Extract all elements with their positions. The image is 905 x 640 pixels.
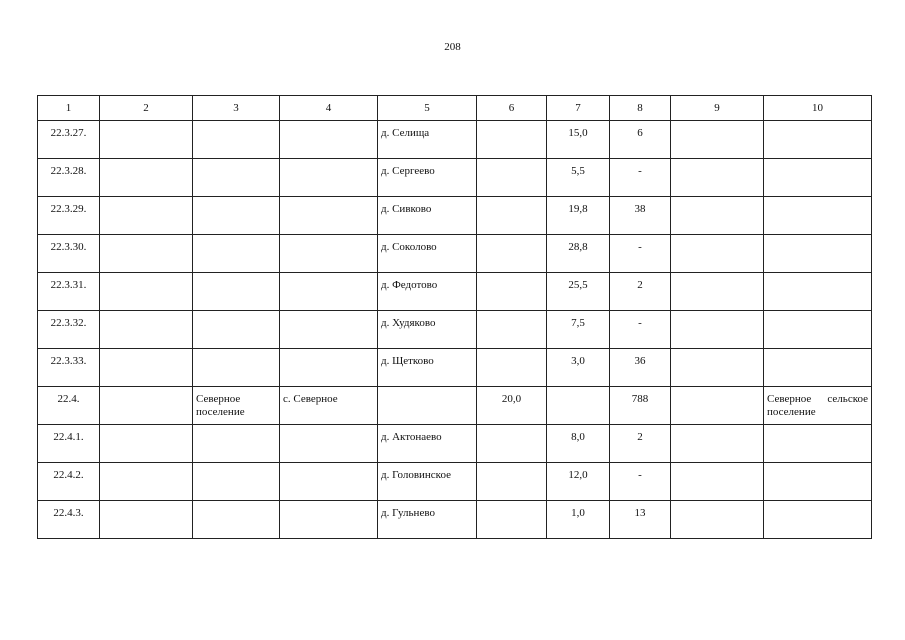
table-cell-col-9 xyxy=(671,121,764,159)
cell-text: д. Гульнево xyxy=(381,507,435,519)
table-cell-col-3 xyxy=(193,463,280,501)
table-cell-col-1 xyxy=(38,197,100,235)
cell-text: 22.4.3. xyxy=(53,507,84,519)
table-cell-col-5 xyxy=(378,159,477,197)
cell-text xyxy=(671,311,763,317)
table-cell-col-1 xyxy=(38,311,100,349)
cell-text: 22.3.30. xyxy=(50,241,87,253)
table-cell-col-8 xyxy=(610,425,671,463)
table-cell-col-4 xyxy=(280,463,378,501)
cell-text xyxy=(671,349,763,355)
table-cell-col-9 xyxy=(671,425,764,463)
table-cell-col-8 xyxy=(610,501,671,539)
cell-text: Северное сельское поселение xyxy=(767,393,868,418)
table-cell-col-3 xyxy=(193,273,280,311)
table-cell-col-9 xyxy=(671,159,764,197)
table-cell-col-9 xyxy=(671,349,764,387)
cell-text: 1,0 xyxy=(571,507,585,519)
table-cell-col-6 xyxy=(477,349,547,387)
cell-text: д. Головинское xyxy=(381,469,451,481)
cell-text xyxy=(193,159,279,165)
cell-text: 22.3.32. xyxy=(50,317,87,329)
table-cell-col-10 xyxy=(764,311,872,349)
cell-text xyxy=(671,235,763,241)
cell-text xyxy=(547,387,609,393)
cell-text xyxy=(280,463,377,469)
cell-text xyxy=(280,273,377,279)
cell-text xyxy=(280,349,377,355)
table-cell-col-4 xyxy=(280,273,378,311)
table-cell-col-1 xyxy=(38,235,100,273)
cell-text xyxy=(764,159,871,165)
table-cell-col-10 xyxy=(764,501,872,539)
table-cell-col-5 xyxy=(378,387,477,425)
table-cell-col-6 xyxy=(477,501,547,539)
cell-text: д. Худяково xyxy=(381,317,436,329)
cell-text xyxy=(671,501,763,507)
column-header-1: 1 xyxy=(38,96,100,121)
table-cell-col-2 xyxy=(100,311,193,349)
table-cell-col-6 xyxy=(477,273,547,311)
cell-text xyxy=(477,121,546,127)
table-cell-col-8 xyxy=(610,197,671,235)
table-cell-col-3 xyxy=(193,121,280,159)
column-header-3: 3 xyxy=(193,96,280,121)
table-row xyxy=(38,501,872,539)
table-cell-col-2 xyxy=(100,235,193,273)
column-header-10: 10 xyxy=(764,96,872,121)
table-cell-col-5 xyxy=(378,349,477,387)
cell-text xyxy=(477,425,546,431)
table-cell-col-4 xyxy=(280,425,378,463)
cell-text xyxy=(477,463,546,469)
table-body xyxy=(38,121,872,539)
table-cell-col-4 xyxy=(280,349,378,387)
table-cell-col-10 xyxy=(764,387,872,425)
table-cell-col-10 xyxy=(764,463,872,501)
table-cell-col-5 xyxy=(378,463,477,501)
table-row xyxy=(38,311,872,349)
table-row xyxy=(38,273,872,311)
table-cell-col-8 xyxy=(610,387,671,425)
table-cell-col-3 xyxy=(193,311,280,349)
cell-text xyxy=(193,311,279,317)
cell-text xyxy=(280,159,377,165)
table-cell-col-6 xyxy=(477,387,547,425)
table-cell-col-1 xyxy=(38,463,100,501)
table-cell-col-9 xyxy=(671,387,764,425)
cell-text xyxy=(671,463,763,469)
cell-text xyxy=(280,425,377,431)
column-header-6: 6 xyxy=(477,96,547,121)
cell-text: 22.4.2. xyxy=(53,469,84,481)
table-cell-col-1 xyxy=(38,387,100,425)
cell-text: 2 xyxy=(637,279,643,291)
cell-text xyxy=(100,159,192,165)
cell-text xyxy=(477,235,546,241)
table-cell-col-7 xyxy=(547,273,610,311)
column-header-2: 2 xyxy=(100,96,193,121)
cell-text xyxy=(193,121,279,127)
column-header-4: 4 xyxy=(280,96,378,121)
table-cell-col-8 xyxy=(610,121,671,159)
cell-text xyxy=(477,349,546,355)
table-cell-col-7 xyxy=(547,159,610,197)
table-cell-col-3 xyxy=(193,197,280,235)
cell-text: 20,0 xyxy=(501,393,522,405)
cell-text xyxy=(764,349,871,355)
header-row xyxy=(38,96,872,121)
cell-text: 6 xyxy=(637,127,643,139)
column-header-7: 7 xyxy=(547,96,610,121)
table-cell-col-7 xyxy=(547,349,610,387)
table-cell-col-4 xyxy=(280,501,378,539)
table-cell-col-5 xyxy=(378,425,477,463)
cell-text: д. Актонаево xyxy=(381,431,442,443)
table-cell-col-10 xyxy=(764,349,872,387)
table-cell-col-2 xyxy=(100,387,193,425)
table-cell-col-2 xyxy=(100,501,193,539)
table-cell-col-8 xyxy=(610,159,671,197)
table-cell-col-6 xyxy=(477,235,547,273)
cell-text xyxy=(764,121,871,127)
cell-text xyxy=(100,387,192,393)
cell-text: 22.3.28. xyxy=(50,165,87,177)
column-header-9: 9 xyxy=(671,96,764,121)
cell-text xyxy=(100,121,192,127)
table-cell-col-10 xyxy=(764,197,872,235)
table-cell-col-1 xyxy=(38,501,100,539)
table-cell-col-1 xyxy=(38,425,100,463)
table-row xyxy=(38,425,872,463)
cell-text: 22.4. xyxy=(57,393,80,405)
column-header-8: 8 xyxy=(610,96,671,121)
cell-text: 788 xyxy=(631,393,649,405)
table-cell-col-5 xyxy=(378,501,477,539)
cell-text: 25,5 xyxy=(568,279,588,291)
table-cell-col-6 xyxy=(477,463,547,501)
cell-text xyxy=(280,311,377,317)
cell-text xyxy=(671,159,763,165)
table-cell-col-3 xyxy=(193,425,280,463)
table-cell-col-8 xyxy=(610,311,671,349)
table-cell-col-8 xyxy=(610,463,671,501)
cell-text: 13 xyxy=(634,507,646,519)
table-cell-col-9 xyxy=(671,311,764,349)
table-cell-col-7 xyxy=(547,311,610,349)
table-cell-col-6 xyxy=(477,197,547,235)
table-cell-col-6 xyxy=(477,121,547,159)
table-cell-col-7 xyxy=(547,387,610,425)
cell-text xyxy=(193,273,279,279)
table-cell-col-3 xyxy=(193,501,280,539)
table-cell-col-5 xyxy=(378,273,477,311)
cell-text xyxy=(100,235,192,241)
table-cell-col-4 xyxy=(280,387,378,425)
cell-text xyxy=(764,425,871,431)
cell-text xyxy=(100,349,192,355)
cell-text xyxy=(477,501,546,507)
cell-text xyxy=(764,501,871,507)
cell-text xyxy=(764,273,871,279)
cell-text xyxy=(671,387,763,393)
cell-text xyxy=(477,273,546,279)
cell-text xyxy=(100,273,192,279)
table-cell-col-2 xyxy=(100,197,193,235)
cell-text xyxy=(100,311,192,317)
table-cell-col-2 xyxy=(100,349,193,387)
cell-text: 36 xyxy=(634,355,646,367)
cell-text: 5,5 xyxy=(571,165,585,177)
cell-text: Северное поселение xyxy=(196,393,245,418)
cell-text xyxy=(280,235,377,241)
cell-text xyxy=(671,121,763,127)
cell-text: 22.3.27. xyxy=(50,127,87,139)
table-cell-col-2 xyxy=(100,273,193,311)
cell-text: с. Северное xyxy=(283,393,338,405)
table-row xyxy=(38,387,872,425)
cell-text xyxy=(193,501,279,507)
table-cell-col-3 xyxy=(193,349,280,387)
cell-text xyxy=(671,273,763,279)
table-cell-col-1 xyxy=(38,273,100,311)
table-row xyxy=(38,121,872,159)
table-row xyxy=(38,197,872,235)
page-number: 208 xyxy=(444,41,461,53)
table-cell-col-3 xyxy=(193,387,280,425)
table-cell-col-10 xyxy=(764,121,872,159)
table-cell-col-9 xyxy=(671,273,764,311)
table-cell-col-10 xyxy=(764,159,872,197)
table-cell-col-2 xyxy=(100,159,193,197)
cell-text: д. Сергеево xyxy=(381,165,435,177)
cell-text: д. Сивково xyxy=(381,203,432,215)
cell-text xyxy=(764,197,871,203)
cell-text: д. Щетково xyxy=(381,355,434,367)
table-row xyxy=(38,235,872,273)
cell-text: - xyxy=(638,469,642,481)
table-cell-col-5 xyxy=(378,311,477,349)
table-cell-col-5 xyxy=(378,197,477,235)
table-cell-col-8 xyxy=(610,273,671,311)
cell-text: 7,5 xyxy=(571,317,585,329)
cell-text xyxy=(280,121,377,127)
cell-text xyxy=(100,463,192,469)
cell-text xyxy=(671,425,763,431)
cell-text: д. Селища xyxy=(381,127,430,139)
cell-text xyxy=(764,463,871,469)
table-cell-col-9 xyxy=(671,463,764,501)
table-cell-col-5 xyxy=(378,235,477,273)
cell-text xyxy=(193,235,279,241)
cell-text xyxy=(100,197,192,203)
table-cell-col-6 xyxy=(477,159,547,197)
cell-text: 3,0 xyxy=(571,355,585,367)
table-row xyxy=(38,463,872,501)
table-cell-col-3 xyxy=(193,159,280,197)
cell-text xyxy=(100,501,192,507)
cell-text: 15,0 xyxy=(568,127,588,139)
cell-text xyxy=(477,159,546,165)
cell-text: - xyxy=(638,241,642,253)
cell-text: д. Федотово xyxy=(381,279,438,291)
table-cell-col-9 xyxy=(671,197,764,235)
table-cell-col-4 xyxy=(280,311,378,349)
cell-text: 38 xyxy=(634,203,646,215)
cell-text xyxy=(193,349,279,355)
table-cell-col-7 xyxy=(547,463,610,501)
cell-text xyxy=(671,197,763,203)
table-cell-col-7 xyxy=(547,235,610,273)
cell-text: 8,0 xyxy=(571,431,585,443)
table-cell-col-5 xyxy=(378,121,477,159)
cell-text: 12,0 xyxy=(568,469,588,481)
table-cell-col-1 xyxy=(38,159,100,197)
cell-text: 22.3.31. xyxy=(50,279,87,291)
table-cell-col-4 xyxy=(280,121,378,159)
table-cell-col-8 xyxy=(610,235,671,273)
column-header-5: 5 xyxy=(378,96,477,121)
cell-text: 22.4.1. xyxy=(53,431,84,443)
table-cell-col-4 xyxy=(280,159,378,197)
table-cell-col-1 xyxy=(38,121,100,159)
cell-text: 19,8 xyxy=(568,203,588,215)
table-cell-col-7 xyxy=(547,425,610,463)
cell-text xyxy=(477,197,546,203)
table-cell-col-9 xyxy=(671,235,764,273)
table-cell-col-3 xyxy=(193,235,280,273)
cell-text xyxy=(764,311,871,317)
table-cell-col-10 xyxy=(764,235,872,273)
cell-text: - xyxy=(638,165,642,177)
cell-text xyxy=(193,425,279,431)
table-cell-col-10 xyxy=(764,273,872,311)
cell-text xyxy=(477,311,546,317)
table-cell-col-4 xyxy=(280,197,378,235)
cell-text: д. Соколово xyxy=(381,241,437,253)
table-cell-col-7 xyxy=(547,501,610,539)
table-cell-col-2 xyxy=(100,121,193,159)
cell-text: 2 xyxy=(637,431,643,443)
table-cell-col-9 xyxy=(671,501,764,539)
table-row xyxy=(38,349,872,387)
table-cell-col-2 xyxy=(100,463,193,501)
table-cell-col-7 xyxy=(547,197,610,235)
cell-text xyxy=(193,463,279,469)
table-cell-col-1 xyxy=(38,349,100,387)
cell-text xyxy=(100,425,192,431)
table-row xyxy=(38,159,872,197)
table-cell-col-6 xyxy=(477,311,547,349)
table-cell-col-10 xyxy=(764,425,872,463)
table-cell-col-8 xyxy=(610,349,671,387)
table-cell-col-7 xyxy=(547,121,610,159)
cell-text xyxy=(378,387,476,393)
cell-text xyxy=(280,501,377,507)
table-cell-col-2 xyxy=(100,425,193,463)
cell-text xyxy=(193,197,279,203)
cell-text: 28,8 xyxy=(568,241,588,253)
table-cell-col-6 xyxy=(477,425,547,463)
cell-text: - xyxy=(638,317,642,329)
cell-text: 22.3.33. xyxy=(50,355,87,367)
cell-text xyxy=(280,197,377,203)
table-cell-col-4 xyxy=(280,235,378,273)
data-table xyxy=(37,95,872,539)
cell-text xyxy=(764,235,871,241)
cell-text: 22.3.29. xyxy=(50,203,87,215)
